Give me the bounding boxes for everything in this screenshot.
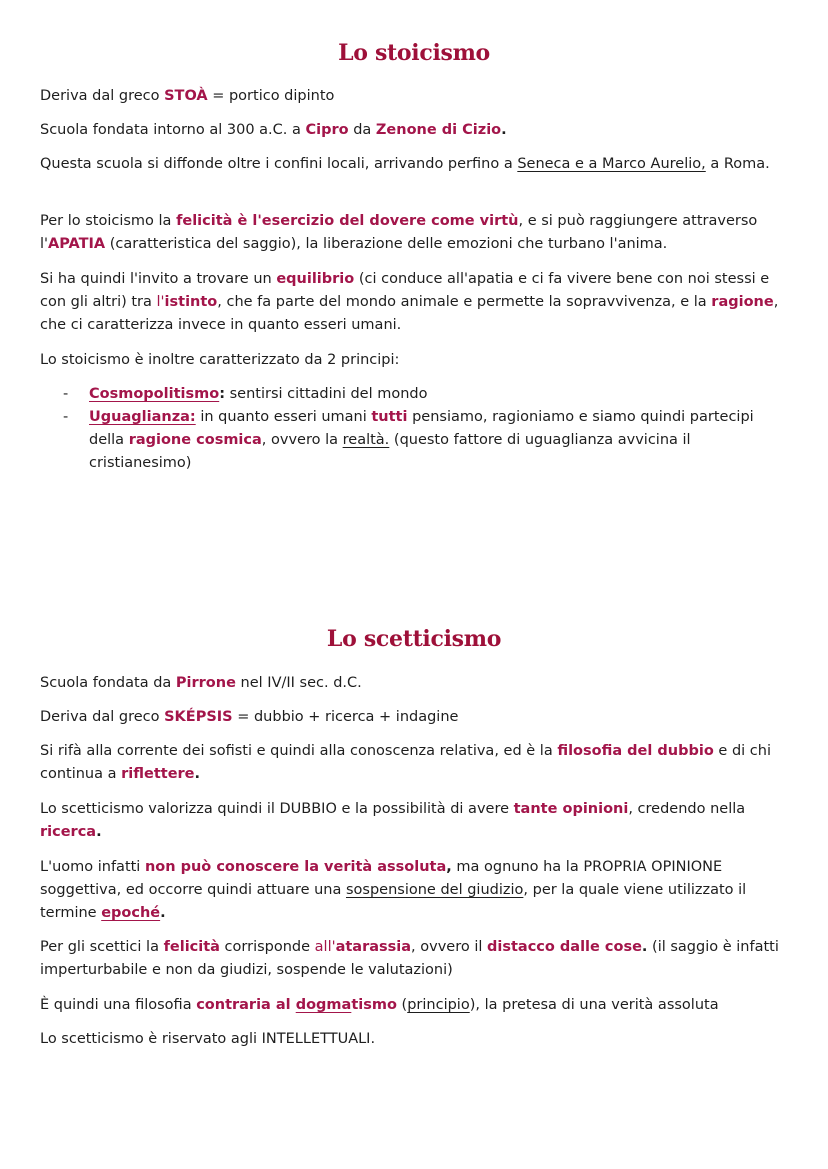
paragraph (40, 994, 785, 1017)
text-run: , credendo nella (628, 801, 750, 817)
text-run: (questo fattore di uguaglianza avvicina il cristianesimo) (89, 432, 691, 471)
text-run: in quanto esseri umani (195, 409, 372, 425)
text-run: , per la quale viene utilizzato il termine (40, 882, 751, 921)
paragraph (40, 798, 785, 844)
text-run: , che ci caratterizza invece in quanto esseri umani. (40, 294, 783, 333)
text-run: e di chi continua a (40, 743, 776, 782)
text-run: Cosmopolitismo (89, 386, 220, 402)
text-run: distacco dalle cose (487, 939, 642, 955)
text-run: all' (314, 939, 336, 955)
text-run: da (348, 122, 376, 138)
text-run: sentirsi cittadini del mondo (225, 386, 428, 402)
text-run: l' (156, 294, 165, 310)
text-run: Scuola fondata intorno al 300 a.C. a (40, 122, 306, 138)
text-run: (ci conduce all'apatia e ci fa vivere bene con noi stessi e con gli altri) tra (40, 271, 774, 310)
text-run: : (219, 386, 226, 402)
text-run: . (641, 939, 648, 955)
text-run: istinto (164, 294, 218, 310)
text-run: ), la pretesa di una verità assoluta (469, 997, 719, 1013)
text-run: sospensione del giudizio (345, 882, 524, 898)
text-run: Per lo stoicismo la (40, 213, 177, 229)
text-run: tutti (371, 409, 408, 425)
text-run: Si ha quindi l'invito a trovare un (40, 271, 277, 287)
text-run: Lo scetticismo è riservato agli INTELLETTUALI. (40, 1031, 376, 1047)
paragraph (40, 349, 785, 372)
bullet-dash: - (63, 409, 69, 425)
section-title-scetticismo: Lo scetticismo (326, 626, 502, 652)
paragraph (40, 936, 785, 982)
text-run: Cipro (305, 122, 349, 138)
paragraph (40, 672, 785, 695)
text-run: , ovvero la (261, 432, 343, 448)
list-item-text (89, 409, 754, 471)
text-run: ragione cosmica (128, 432, 262, 448)
text-run: SKÉPSIS (164, 709, 233, 725)
text-run: = portico dipinto (207, 88, 335, 104)
text-run: . (160, 905, 166, 921)
text-run: non può conoscere la verità assoluta (144, 859, 447, 875)
text-run: ricerca (40, 824, 97, 840)
text-run: nel IV/II sec. d.C. (235, 675, 362, 691)
paragraph (40, 85, 785, 108)
text-run: epoché (101, 905, 161, 921)
text-run: ragione (711, 294, 774, 310)
text-run: riflettere (121, 766, 195, 782)
text-run: STOÀ (164, 88, 208, 104)
paragraph (40, 740, 785, 786)
list-item-text (89, 386, 428, 402)
paragraph (40, 119, 785, 142)
text-run: principio (407, 997, 470, 1013)
paragraph (40, 153, 785, 176)
text-run: Pirrone (175, 675, 236, 691)
text-run: contraria al (196, 997, 296, 1013)
text-run: (caratteristica del saggio), la liberazione delle emozioni che turbano l'anima. (105, 236, 668, 252)
text-run: filosofia del dubbio (557, 743, 714, 759)
text-run: = dubbio + ricerca + indagine (232, 709, 459, 725)
text-run: Lo scetticismo valorizza quindi il DUBBIO e la possibilità di avere (40, 801, 514, 817)
section-title-stoicismo: Lo stoicismo (338, 40, 490, 66)
text-run: , (446, 859, 452, 875)
text-run: Scuola fondata da (40, 675, 176, 691)
paragraph (40, 1028, 785, 1051)
text-run: , ovvero il (411, 939, 488, 955)
text-run: (il saggio è infatti imperturbabile e non da giudizi, sospende le valutazioni) (40, 939, 784, 978)
text-run: . (501, 122, 507, 138)
text-run: corrisponde (219, 939, 315, 955)
text-run: . (96, 824, 102, 840)
text-run: a Roma. (705, 156, 770, 172)
text-run: Questa scuola si diffonde oltre i confini locali, arrivando perfino a (40, 156, 518, 172)
paragraph (40, 210, 785, 256)
text-run: Seneca e a Marco Aurelio, (517, 156, 706, 172)
paragraph (40, 856, 785, 925)
text-run: L'uomo infatti (40, 859, 145, 875)
paragraph (40, 268, 785, 337)
text-run: Per gli scettici la (40, 939, 164, 955)
text-run: realtà. (342, 432, 390, 448)
text-run: equilibrio (276, 271, 355, 287)
text-run: Uguaglianza: (89, 409, 196, 425)
text-run: tismo (351, 997, 397, 1013)
text-run: , che fa parte del mondo animale e permette la sopravvivenza, e la (217, 294, 712, 310)
text-run: Si rifà alla corrente dei sofisti e quindi alla conoscenza relativa, ed è la (40, 743, 558, 759)
text-run: felicità (163, 939, 220, 955)
text-run: , e si può raggiungere attraverso l' (40, 213, 762, 252)
list-item (40, 383, 785, 406)
text-run: È quindi una filosofia (40, 997, 197, 1013)
text-run: ( (396, 997, 408, 1013)
bullet-dash: - (63, 386, 69, 402)
principles-list (40, 383, 785, 475)
text-run: dogma (295, 997, 352, 1013)
text-run: Zenone di Cizio (375, 122, 502, 138)
text-run: Deriva dal greco (40, 709, 165, 725)
text-run: Lo stoicismo è inoltre caratterizzato da 2 principi: (40, 352, 400, 368)
text-run: APATIA (48, 236, 106, 252)
text-run: ma ognuno ha la PROPRIA OPINIONE soggettiva, ed occorre quindi attuare una (40, 859, 727, 898)
text-run: pensiamo, ragioniamo e siamo quindi partecipi della (89, 409, 754, 448)
text-run: Deriva dal greco (40, 88, 165, 104)
paragraph (40, 706, 785, 729)
text-run: tante opinioni (513, 801, 629, 817)
text-run: . (194, 766, 201, 782)
text-run: atarassia (335, 939, 412, 955)
list-item (40, 406, 785, 475)
text-run: felicità è l'esercizio del dovere come virtù (176, 213, 519, 229)
